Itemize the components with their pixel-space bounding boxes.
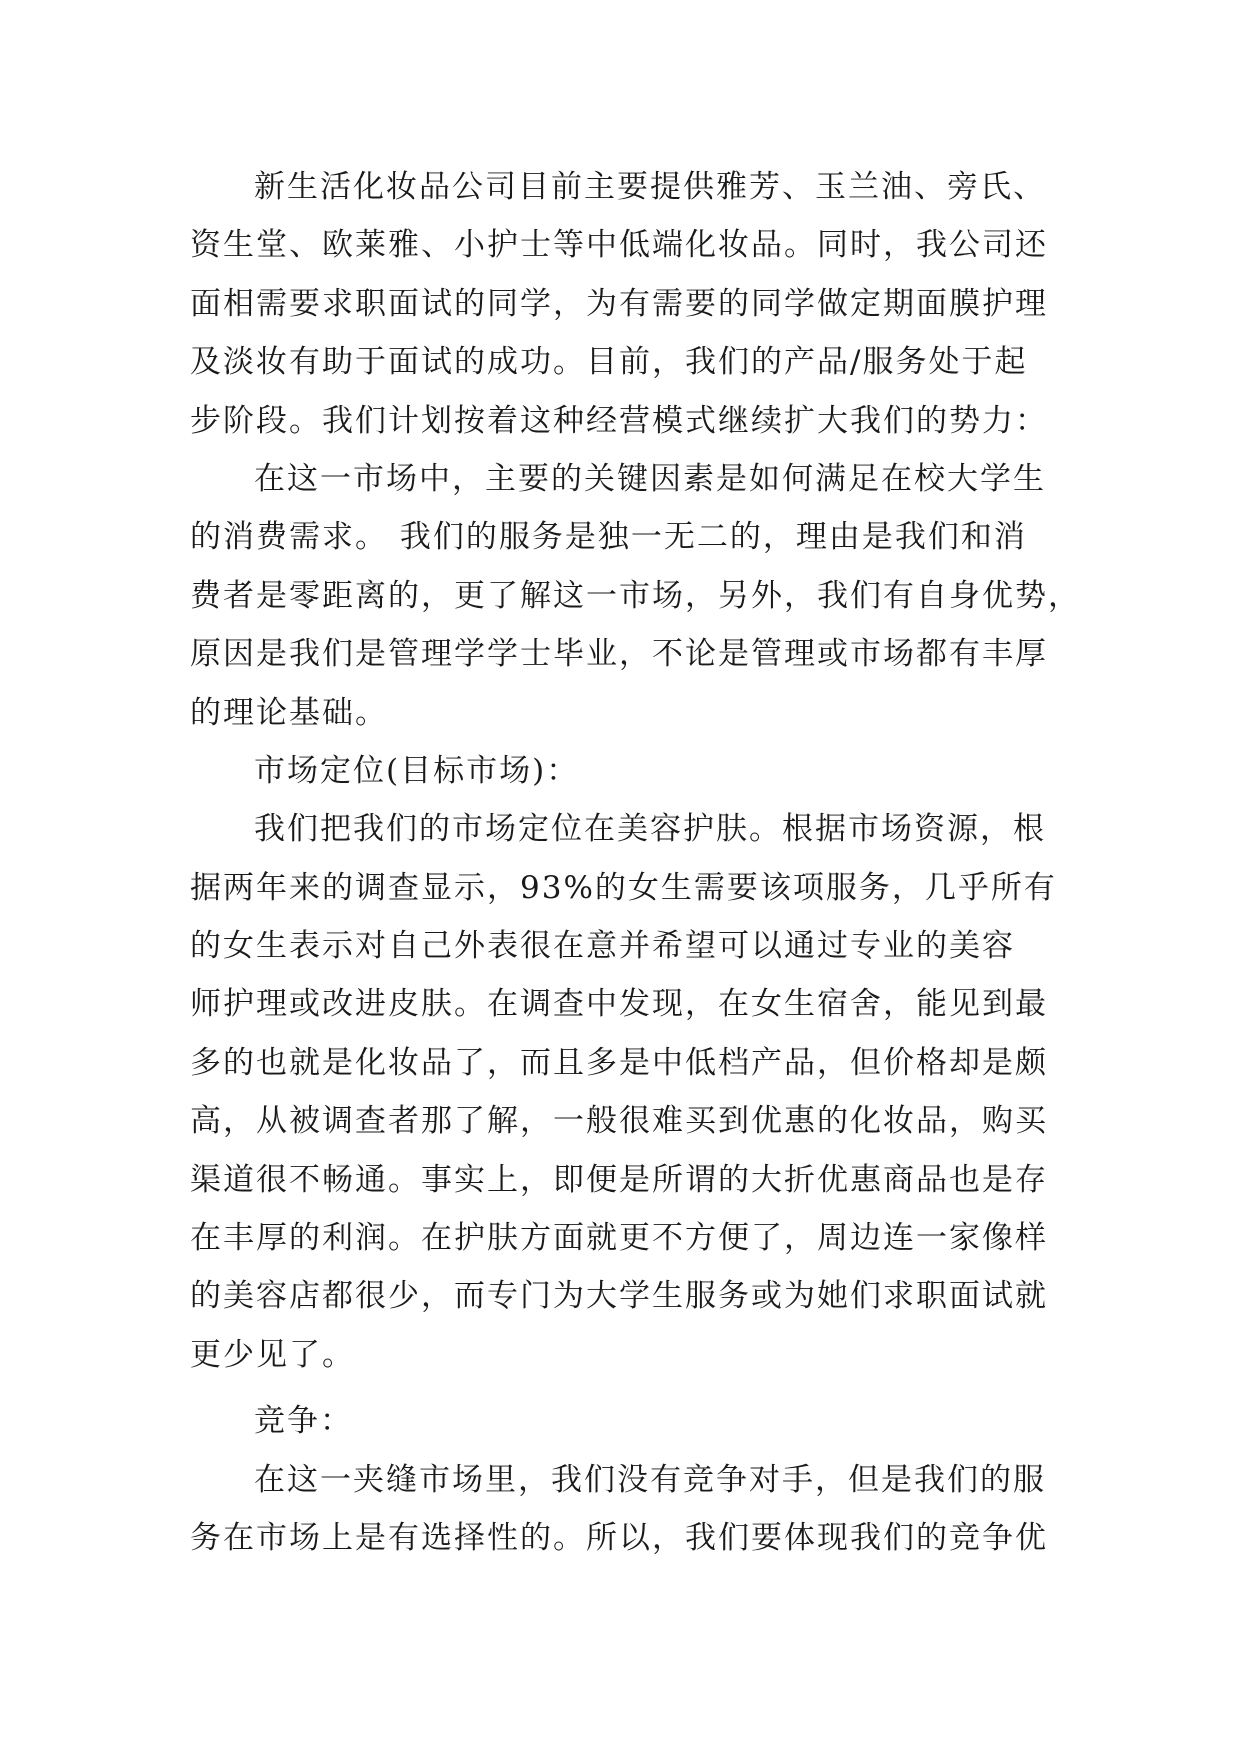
text-line: 的美容店都很少，而专门为大学生服务或为她们求职面试就 [190, 1278, 1048, 1315]
text-line: 的理论基础。 [190, 694, 388, 731]
text-line: 更少见了。 [190, 1336, 355, 1373]
text-line: 据两年来的调查显示，93%的女生需要该项服务，几乎所有 [190, 869, 1057, 906]
text-line: 渠道很不畅通。事实上，即便是所谓的大折优惠商品也是存 [190, 1161, 1048, 1198]
text-line: 的消费需求。 我们的服务是独一无二的，理由是我们和消 [190, 519, 1027, 556]
text-line: 费者是零距离的，更了解这一市场，另外，我们有自身优势， [190, 577, 1081, 614]
document-body [190, 158, 1090, 1567]
text-line: 竞争： [254, 1403, 353, 1440]
text-line: 在丰厚的利润。在护肤方面就更不方便了，周边连一家像样 [190, 1220, 1048, 1257]
text-line: 在这一夹缝市场里，我们没有竞争对手，但是我们的服 [254, 1461, 1046, 1498]
text-line: 资生堂、欧莱雅、小护士等中低端化妆品。同时，我公司还 [190, 227, 1048, 264]
text-line: 的女生表示对自己外表很在意并希望可以通过专业的美容 [190, 928, 1015, 965]
text-line: 我们把我们的市场定位在美容护肤。根据市场资源，根 [254, 811, 1046, 848]
text-line: 新生活化妆品公司目前主要提供雅芳、玉兰油、旁氏、 [254, 169, 1046, 205]
text-line: 高，从被调查者那了解，一般很难买到优惠的化妆品，购买 [190, 1103, 1048, 1140]
text-line: 面相需要求职面试的同学，为有需要的同学做定期面膜护理 [190, 285, 1048, 322]
text-line: 及淡妆有助于面试的成功。目前，我们的产品/服务处于起 [190, 344, 1028, 381]
text-line: 原因是我们是管理学学士毕业，不论是管理或市场都有丰厚 [190, 636, 1048, 673]
text-line: 师护理或改进皮肤。在调查中发现，在女生宿舍，能见到最 [190, 986, 1048, 1023]
text-line: 务在市场上是有选择性的。所以，我们要体现我们的竞争优 [190, 1519, 1048, 1556]
text-line: 多的也就是化妆品了，而且多是中低档产品，但价格却是颇 [190, 1044, 1048, 1081]
text-line: 步阶段。我们计划按着这种经营模式继续扩大我们的势力： [190, 402, 1048, 439]
text-line: 市场定位(目标市场)： [254, 752, 580, 789]
paragraph-gap [190, 1384, 1090, 1392]
text-line: 在这一市场中，主要的关键因素是如何满足在校大学生 [254, 460, 1046, 497]
